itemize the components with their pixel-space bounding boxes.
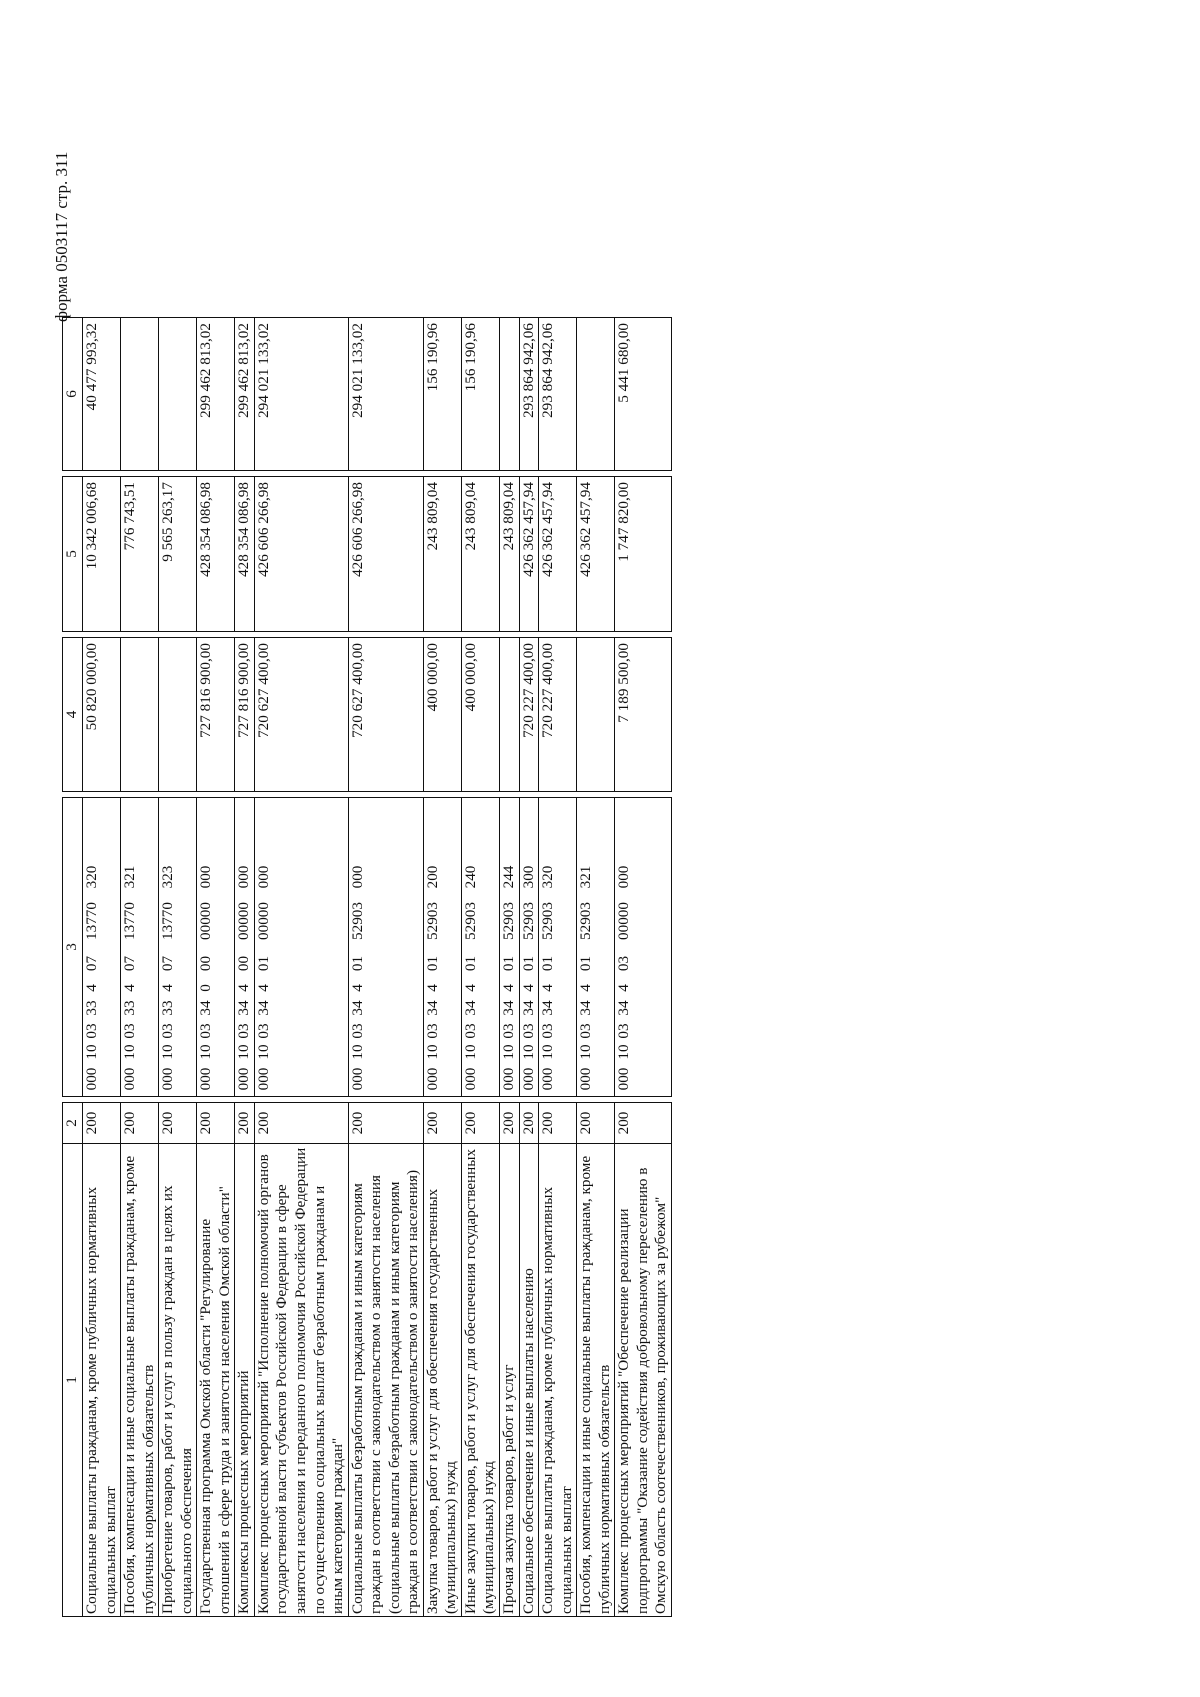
row-unexecuted: 294 021 133,02 (348, 318, 423, 471)
row-line-code: 200 (539, 1103, 577, 1144)
form-header: форма 0503117 стр. 311 (52, 151, 71, 322)
code-part: 13770 (83, 902, 100, 940)
code-part: 52903 (539, 902, 557, 940)
code-part: 10 (539, 1044, 557, 1060)
row-unexecuted: 156 190,96 (423, 318, 461, 471)
row-approved (159, 638, 197, 792)
code-part: 01 (348, 955, 366, 972)
code-part: 4 (539, 984, 557, 992)
row-name: Социальные выплаты гражданам, кроме публичных нормативных социальных выплат (539, 1144, 577, 1617)
code-part: 03 (615, 1023, 633, 1039)
row-budget-code (615, 798, 672, 1097)
row-unexecuted (159, 318, 197, 471)
code-part: 00000 (235, 902, 253, 940)
row-approved: 727 816 900,00 (197, 638, 235, 792)
code-part: 52903 (577, 902, 595, 940)
code-part: 000 (500, 1067, 518, 1091)
code-part: 10 (159, 1044, 177, 1060)
code-part: 000 (615, 1067, 633, 1091)
code-part: 01 (500, 955, 518, 972)
row-unexecuted (577, 318, 615, 471)
code-part: 03 (519, 1023, 537, 1039)
table-row (197, 318, 235, 1617)
code-part: 03 (539, 1023, 557, 1039)
row-name: Социальное обеспечение и иные выплаты населению (519, 1144, 539, 1617)
code-part: 01 (519, 955, 537, 972)
code-part: 34 (254, 1000, 272, 1016)
row-budget-code (121, 798, 159, 1097)
row-unexecuted: 156 190,96 (461, 318, 499, 471)
row-approved (121, 638, 159, 792)
code-part: 000 (235, 1067, 253, 1091)
table-row (348, 318, 423, 1617)
code-part: 03 (461, 1023, 479, 1039)
row-budget-code (519, 798, 539, 1097)
code-part: 00 (235, 955, 253, 972)
row-executed: 776 743,51 (121, 477, 159, 632)
row-approved: 720 227 400,00 (519, 638, 539, 792)
code-part: 10 (461, 1044, 479, 1060)
row-line-code: 200 (577, 1103, 615, 1144)
table-row (235, 318, 255, 1617)
code-part: 13770 (121, 902, 139, 940)
code-part: 03 (235, 1023, 253, 1039)
row-executed: 10 342 006,68 (83, 477, 121, 632)
row-line-code: 200 (197, 1103, 235, 1144)
row-line-code: 200 (83, 1103, 121, 1144)
code-part: 03 (348, 1023, 366, 1039)
code-part: 52903 (423, 902, 441, 940)
row-line-code: 200 (519, 1103, 539, 1144)
row-budget-code (83, 798, 121, 1097)
row-budget-code (577, 798, 615, 1097)
code-part: 52903 (500, 902, 518, 940)
code-part: 4 (423, 984, 441, 992)
code-part: 000 (348, 865, 366, 889)
code-part: 34 (235, 1000, 253, 1016)
row-executed: 428 354 086,98 (197, 477, 235, 632)
code-part: 244 (500, 865, 518, 889)
code-part: 34 (615, 1000, 633, 1016)
row-budget-code (500, 798, 520, 1097)
code-part: 323 (159, 865, 177, 889)
table-row (461, 318, 499, 1617)
row-executed: 243 809,04 (500, 477, 520, 632)
row-unexecuted: 299 462 813,02 (197, 318, 235, 471)
code-part: 03 (615, 955, 633, 972)
row-unexecuted: 293 864 942,06 (519, 318, 539, 471)
table-row (500, 318, 520, 1617)
row-line-code: 200 (254, 1103, 348, 1144)
row-name: Комплекс процессных мероприятий "Исполнение полномочий органов государственной власти субъектов Российской Федерации в сфере занятости населения и переданного полномочия Российской Федерации по осуществлению социальных выплат безработным гражданам и иным категориям граждан" (254, 1144, 348, 1617)
code-part: 01 (539, 955, 557, 972)
row-approved: 720 627 400,00 (348, 638, 423, 792)
code-part: 10 (235, 1044, 253, 1060)
code-part: 33 (121, 1000, 139, 1016)
table-row (254, 318, 348, 1617)
row-approved: 50 820 000,00 (83, 638, 121, 792)
row-name: Иные закупки товаров, работ и услуг для обеспечения государственных (муниципальных) нужд (461, 1144, 499, 1617)
row-budget-code (539, 798, 577, 1097)
row-line-code: 200 (159, 1103, 197, 1144)
code-part: 0 (197, 984, 215, 992)
code-part: 10 (615, 1044, 633, 1060)
row-name: Социальные выплаты безработным гражданам и иным категориям граждан в соответствии с законодательством о занятости населения (социальные выплаты безработным гражданам и иным категориям граждан в соответствии с законодательством о занятости населения) (348, 1144, 423, 1617)
row-budget-code (235, 798, 255, 1097)
row-executed: 1 747 820,00 (615, 477, 672, 632)
code-part: 52903 (519, 902, 537, 940)
row-line-code: 200 (500, 1103, 520, 1144)
row-name: Пособия, компенсации и иные социальные выплаты гражданам, кроме публичных нормативных обязательств (577, 1144, 615, 1617)
code-part: 03 (254, 1023, 272, 1039)
table-row (83, 318, 121, 1617)
code-part: 10 (121, 1044, 139, 1060)
code-part: 10 (519, 1044, 537, 1060)
code-part: 00000 (254, 902, 272, 940)
code-part: 34 (461, 1000, 479, 1016)
code-part: 000 (197, 1067, 215, 1091)
code-part: 10 (577, 1044, 595, 1060)
row-name: Комплекс процессных мероприятий "Обеспечение реализации подпрограммы "Оказание содействия добровольному переселению в Омскую область соотечественников, проживающих за рубежом" (615, 1144, 672, 1617)
row-approved: 7 189 500,00 (615, 638, 672, 792)
code-part: 4 (577, 984, 595, 992)
code-part: 34 (519, 1000, 537, 1016)
code-part: 00000 (197, 902, 215, 940)
code-part: 34 (197, 1000, 215, 1016)
code-part: 03 (577, 1023, 595, 1039)
row-executed: 243 809,04 (423, 477, 461, 632)
row-unexecuted (121, 318, 159, 471)
row-name: Закупка товаров, работ и услуг для обеспечения государственных (муниципальных) нужд (423, 1144, 461, 1617)
code-part: 000 (197, 865, 215, 889)
row-line-code: 200 (461, 1103, 499, 1144)
table-row (615, 318, 672, 1617)
table-row (539, 318, 577, 1617)
code-part: 34 (348, 1000, 366, 1016)
row-approved: 727 816 900,00 (235, 638, 255, 792)
row-unexecuted: 40 477 993,32 (83, 318, 121, 471)
code-part: 03 (159, 1023, 177, 1039)
row-executed: 9 565 263,17 (159, 477, 197, 632)
row-unexecuted: 299 462 813,02 (235, 318, 255, 471)
row-budget-code (461, 798, 499, 1097)
row-approved (577, 638, 615, 792)
row-executed: 426 606 266,98 (254, 477, 348, 632)
code-part: 000 (235, 865, 253, 889)
row-unexecuted (500, 318, 520, 471)
code-part: 4 (159, 984, 177, 992)
code-part: 03 (197, 1023, 215, 1039)
code-part: 10 (83, 1044, 100, 1060)
code-part: 01 (577, 955, 595, 972)
code-part: 000 (121, 1067, 139, 1091)
code-part: 000 (159, 1067, 177, 1091)
column-header: 5 (63, 477, 83, 632)
code-part: 01 (423, 955, 441, 972)
code-part: 03 (83, 1023, 100, 1039)
code-part: 4 (121, 984, 139, 992)
code-part: 00 (197, 955, 215, 972)
row-budget-code (348, 798, 423, 1097)
code-part: 4 (235, 984, 253, 992)
table-row (121, 318, 159, 1617)
row-name: Государственная программа Омской области "Регулирование отношений в сфере труда и занятости населения Омской области" (197, 1144, 235, 1617)
code-part: 000 (254, 865, 272, 889)
code-part: 000 (348, 1067, 366, 1091)
code-part: 320 (83, 865, 100, 889)
code-part: 000 (539, 1067, 557, 1091)
row-line-code: 200 (615, 1103, 672, 1144)
row-executed: 426 362 457,94 (539, 477, 577, 632)
code-part: 52903 (461, 902, 479, 940)
code-part: 07 (159, 955, 177, 972)
code-part: 03 (500, 1023, 518, 1039)
code-part: 000 (615, 865, 633, 889)
code-part: 4 (254, 984, 272, 992)
code-part: 10 (197, 1044, 215, 1060)
row-executed: 426 362 457,94 (577, 477, 615, 632)
code-part: 00000 (615, 902, 633, 940)
column-header: 1 (63, 1144, 83, 1617)
code-part: 52903 (348, 902, 366, 940)
code-part: 34 (539, 1000, 557, 1016)
code-part: 000 (423, 1067, 441, 1091)
row-budget-code (159, 798, 197, 1097)
row-line-code: 200 (235, 1103, 255, 1144)
table-row (423, 318, 461, 1617)
column-number-row (63, 318, 83, 1617)
row-line-code: 200 (121, 1103, 159, 1144)
column-header: 3 (63, 798, 83, 1097)
table-row (519, 318, 539, 1617)
row-approved: 720 627 400,00 (254, 638, 348, 792)
code-part: 07 (121, 955, 139, 972)
row-executed: 426 606 266,98 (348, 477, 423, 632)
code-part: 01 (461, 955, 479, 972)
row-name: Социальные выплаты гражданам, кроме публичных нормативных социальных выплат (83, 1144, 121, 1617)
row-executed: 243 809,04 (461, 477, 499, 632)
table-row (577, 318, 615, 1617)
code-part: 10 (423, 1044, 441, 1060)
code-part: 300 (519, 865, 537, 889)
code-part: 4 (500, 984, 518, 992)
column-header: 4 (63, 638, 83, 792)
row-approved: 720 227 400,00 (539, 638, 577, 792)
code-part: 10 (254, 1044, 272, 1060)
column-header: 6 (63, 318, 83, 471)
code-part: 34 (500, 1000, 518, 1016)
row-unexecuted: 5 441 680,00 (615, 318, 672, 471)
code-part: 200 (423, 865, 441, 889)
code-part: 07 (83, 955, 100, 972)
row-approved (500, 638, 520, 792)
row-name: Прочая закупка товаров, работ и услуг (500, 1144, 520, 1617)
code-part: 33 (159, 1000, 177, 1016)
row-executed: 426 362 457,94 (519, 477, 539, 632)
code-part: 13770 (159, 902, 177, 940)
column-header: 2 (63, 1103, 83, 1144)
row-budget-code (197, 798, 235, 1097)
row-line-code: 200 (423, 1103, 461, 1144)
code-part: 4 (83, 984, 100, 992)
code-part: 4 (461, 984, 479, 992)
row-executed: 428 354 086,98 (235, 477, 255, 632)
row-approved: 400 000,00 (423, 638, 461, 792)
row-budget-code (254, 798, 348, 1097)
code-part: 4 (519, 984, 537, 992)
row-name: Комплексы процессных мероприятий (235, 1144, 255, 1617)
code-part: 03 (423, 1023, 441, 1039)
code-part: 321 (577, 865, 595, 889)
code-part: 34 (423, 1000, 441, 1016)
code-part: 4 (348, 984, 366, 992)
code-part: 320 (539, 865, 557, 889)
row-approved: 400 000,00 (461, 638, 499, 792)
code-part: 33 (83, 1000, 100, 1016)
table-row (159, 318, 197, 1617)
code-part: 000 (519, 1067, 537, 1091)
code-part: 000 (461, 1067, 479, 1091)
code-part: 000 (254, 1067, 272, 1091)
code-part: 240 (461, 865, 479, 889)
row-unexecuted: 293 864 942,06 (539, 318, 577, 471)
code-part: 4 (615, 984, 633, 992)
code-part: 34 (577, 1000, 595, 1016)
row-budget-code (423, 798, 461, 1097)
budget-table (62, 317, 672, 1617)
code-part: 000 (83, 1067, 100, 1091)
code-part: 03 (121, 1023, 139, 1039)
code-part: 000 (577, 1067, 595, 1091)
row-unexecuted: 294 021 133,02 (254, 318, 348, 471)
row-line-code: 200 (348, 1103, 423, 1144)
code-part: 01 (254, 955, 272, 972)
code-part: 10 (348, 1044, 366, 1060)
row-name: Приобретение товаров, работ и услуг в пользу граждан в целях их социального обеспечения (159, 1144, 197, 1617)
code-part: 10 (500, 1044, 518, 1060)
code-part: 321 (121, 865, 139, 889)
row-name: Пособия, компенсации и иные социальные выплаты гражданам, кроме публичных нормативных обязательств (121, 1144, 159, 1617)
